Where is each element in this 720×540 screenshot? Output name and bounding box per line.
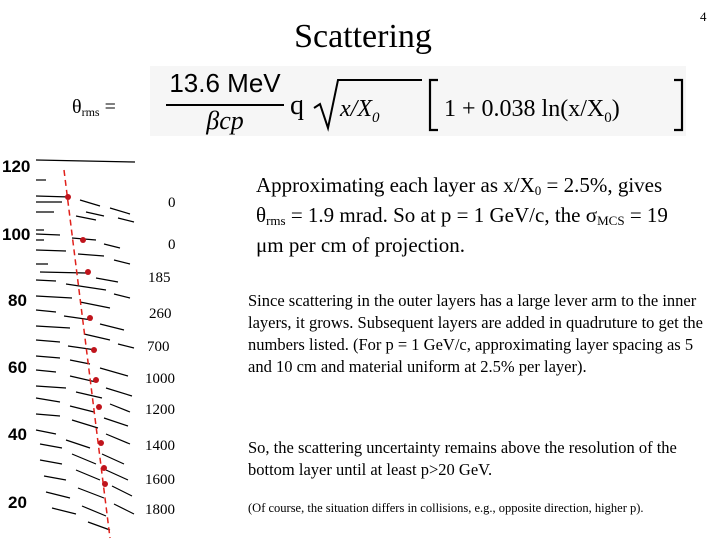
formula-denominator: βcp — [206, 106, 244, 135]
track-figure — [0, 150, 145, 540]
mcs-value: 700 — [147, 339, 170, 355]
hit-point — [80, 237, 86, 243]
hit-point — [98, 440, 104, 446]
paragraph-footnote: (Of course, the situation differs in collisions, e.g., opposite direction, higher p). — [248, 501, 644, 515]
mcs-value: 185 — [148, 270, 171, 286]
theta-rms-label — [72, 96, 116, 120]
y-axis-label: 20 — [8, 493, 27, 512]
mcs-value: 0 — [168, 195, 176, 211]
mcs-value: 1000 — [145, 371, 175, 387]
mcs-value: 1600 — [145, 472, 175, 488]
y-axis-label: 40 — [8, 425, 27, 444]
theta-symbol: θ — [72, 96, 82, 118]
mcs-value: 1400 — [145, 438, 175, 454]
theta-subscript: rms — [81, 105, 100, 119]
hit-point — [93, 377, 99, 383]
paragraph-lever-arm: Since scattering in the outer layers has a large lever arm to the inner layers, it grows. Subsequent layers are added in quadruture to get the numbers listed. (For p = 1 GeV/c, approximating layer spacing as 5 and 10 cm and material uniform at 2.5% per layer). — [248, 291, 703, 376]
paragraph-approximation: Approximating each layer as $x/X_0 = 2.5\%$, gives $\theta_{rms} = 1.9$ mrad. So at p = 1 GeV/c, the σMCS = 19 μm per cm of projection. — [256, 173, 668, 257]
mcs-value: 1200 — [145, 402, 175, 418]
formula-fraction — [160, 68, 290, 134]
y-axis-label: 60 — [8, 358, 27, 377]
hit-point — [87, 315, 93, 321]
equals-sign: = — [104, 96, 116, 118]
detector-layers — [36, 160, 135, 530]
y-axis-label: 80 — [8, 291, 27, 310]
y-axis-label: 120 — [2, 157, 31, 176]
y-axis-labels — [2, 157, 30, 512]
hit-point — [65, 194, 71, 200]
formula-numerator: 13.6 MeV — [169, 68, 281, 98]
slide-title: Scattering — [294, 18, 432, 55]
y-axis-label: 100 — [2, 225, 31, 244]
formula-sqrt-bracket — [310, 76, 690, 132]
left-bracket — [430, 80, 438, 130]
hit-point — [91, 347, 97, 353]
mcs-value: 0 — [168, 237, 176, 253]
mcs-value: 260 — [149, 306, 172, 322]
hit-point — [85, 269, 91, 275]
formula-q: q — [290, 90, 304, 121]
right-bracket — [674, 80, 682, 130]
hit-point — [96, 404, 102, 410]
page-number: 4 — [700, 9, 707, 24]
mcs-value: 1800 — [145, 502, 175, 518]
hit-point — [101, 465, 107, 471]
paragraph-conclusion: So, the scattering uncertainty remains above the resolution of the bottom layer until at least p>20 GeV. — [248, 438, 677, 479]
hit-points — [65, 194, 108, 487]
hit-point — [102, 481, 108, 487]
sqrt-argument: $x/X_0$ — [340, 96, 380, 126]
bracket-content: 1 + 0.038 $\ln(x/X_0)$ — [444, 96, 620, 126]
